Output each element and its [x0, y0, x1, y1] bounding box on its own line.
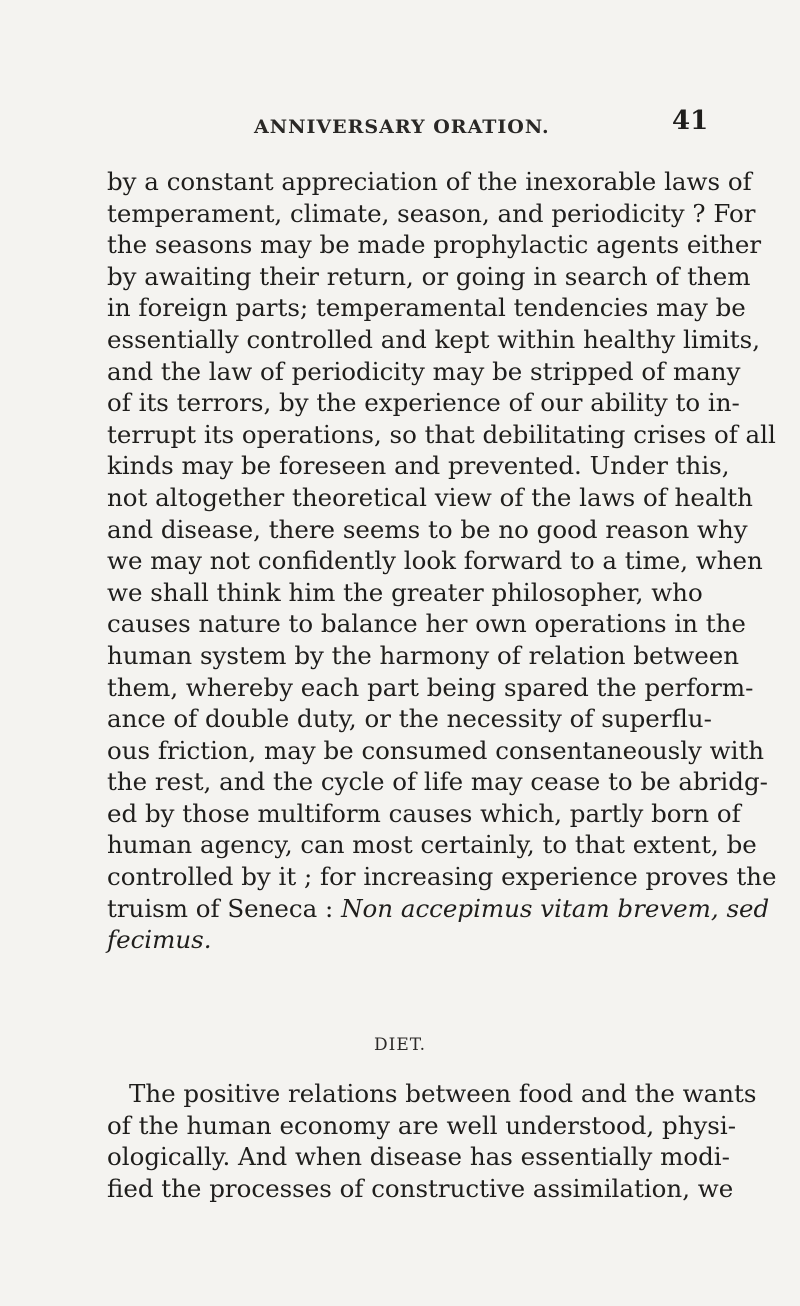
text-line: of its terrors, by the experience of our ability to in- — [107, 388, 740, 418]
paragraph-2 — [107, 1078, 757, 1204]
text-line: in foreign parts; temperamental tendencies may be — [107, 293, 746, 323]
text-line-with-quote — [107, 893, 770, 925]
text-line: we shall think him the greater philosopher, who — [107, 577, 703, 607]
text-line: causes nature to balance her own operations in the — [107, 609, 746, 639]
page-number: 41 — [672, 106, 709, 136]
text-line: ance of double duty, or the necessity of superflu- — [107, 704, 712, 734]
text-line: and disease, there seems to be no good reason why — [107, 514, 748, 544]
text-line: ous friction, may be consumed consentaneously with — [107, 735, 765, 765]
paragraph-1 — [107, 166, 777, 956]
text-line-prefix: truism of Seneca : — [107, 893, 342, 923]
text-line: kinds may be foreseen and prevented. Under this, — [107, 451, 730, 481]
latin-quote-end: fecimus. — [107, 925, 212, 955]
text-line: ologically. And when disease has essentially modi- — [107, 1142, 730, 1172]
text-line-final — [107, 924, 692, 956]
text-line: human system by the harmony of relation between — [107, 640, 740, 670]
text-line: fied the processes of constructive assimilation, we — [107, 1173, 734, 1203]
latin-quote: Non accepimus vitam brevem, sed — [341, 893, 770, 923]
text-line: by awaiting their return, or going in search of them — [107, 261, 751, 291]
text-line: of the human economy are well understood, physi- — [107, 1110, 736, 1140]
text-line: controlled by it ; for increasing experience proves the — [107, 862, 777, 892]
section-heading: DIET. — [374, 1035, 426, 1055]
text-line: ed by those multiform causes which, partly born of — [107, 798, 741, 828]
text-line: human agency, can most certainly, to that extent, be — [107, 830, 757, 860]
text-line: and the law of periodicity may be stripped of many — [107, 356, 741, 386]
text-line: essentially controlled and kept within healthy limits, — [107, 324, 760, 354]
text-line: not altogether theoretical view of the laws of health — [107, 482, 753, 512]
text-line: the rest, and the cycle of life may cease to be abridg- — [107, 767, 768, 797]
text-line: the seasons may be made prophylactic agents either — [107, 230, 762, 260]
text-line: by a constant appreciation of the inexorable laws of — [107, 167, 752, 196]
running-head: ANNIVERSARY ORATION. — [254, 116, 550, 138]
text-line: The positive relations between food and the wants — [129, 1079, 757, 1108]
text-line: temperament, climate, season, and periodicity ? For — [107, 198, 756, 228]
text-line: them, whereby each part being spared the perform- — [107, 672, 754, 702]
text-line: terrupt its operations, so that debilitating crises of all — [107, 419, 776, 449]
text-line: we may not confidently look forward to a time, when — [107, 546, 763, 576]
